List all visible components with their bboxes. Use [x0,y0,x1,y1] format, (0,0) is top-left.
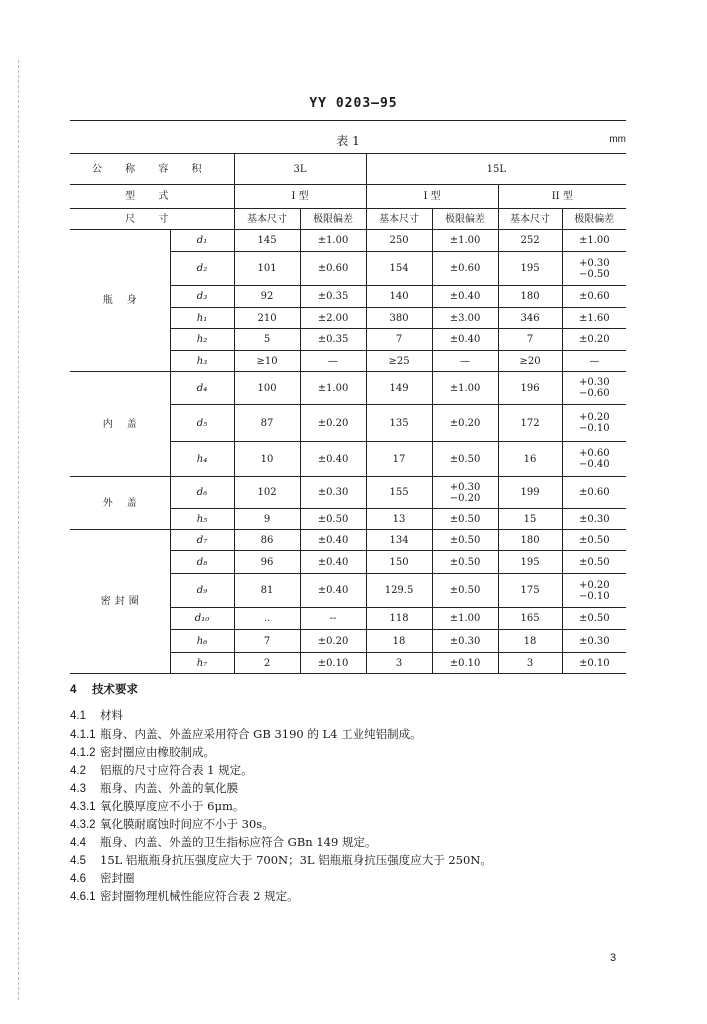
clause-text: 瓶身、内盖、外盖的卫生指标应符合 GBn 149 规定。 [100,835,377,849]
tol-15l-ii: ±0.10 [562,653,626,674]
tol-lower: −0.50 [578,268,610,280]
value-3l: .. [234,608,300,630]
tol-15l-ii: ±0.20 [562,329,626,351]
dimension-symbol: d₇ [170,530,234,551]
dimension-symbol: d₉ [170,574,234,608]
dimension-symbol: d₂ [170,252,234,286]
tol-upper: +0.30 [578,377,610,388]
dimension-symbol: h₇ [170,653,234,674]
clause-text: 氧化膜耐腐蚀时间应不小于 30s。 [100,817,274,831]
tol-15l-i: ±0.30 [432,630,498,653]
tol-lower: −0.20 [449,492,481,504]
tol-lower: −0.60 [578,388,610,399]
table-unit: mm [609,134,626,145]
dimension-symbol: d₄ [170,372,234,405]
tol-15l-ii [562,372,626,405]
part-inner-cap: 内盖 [70,372,170,477]
tol-3l: ±0.20 [300,405,366,442]
tol-15l-ii: ±0.50 [562,608,626,630]
value-15l-ii: 252 [498,230,562,252]
tol-15l-ii: ±1.60 [562,308,626,329]
tol-15l-i: ±0.50 [432,509,498,530]
type-label: 型 式 [70,185,234,209]
type-15l-ii: II 型 [498,185,626,209]
part-seal: 密封圈 [70,530,170,674]
value-3l: 102 [234,477,300,509]
col-basic-size: 基本尺寸 [498,209,562,230]
clause-number: 4.4 [70,837,86,849]
tol-15l-ii: ±1.00 [562,230,626,252]
clause-text: 铝瓶的尺寸应符合表 1 规定。 [100,763,253,777]
clause-text: 密封圈应由橡胶制成。 [100,745,215,759]
clause-text: 瓶身、内盖、外盖的氧化膜 [100,781,238,795]
value-15l-ii: 16 [498,442,562,477]
dimension-symbol: d₁₀ [170,608,234,630]
tol-3l: ±0.40 [300,551,366,574]
col-tolerance: 极限偏差 [300,209,366,230]
value-15l-ii: 346 [498,308,562,329]
value-15l-i: 140 [366,286,432,308]
tol-15l-i: ±1.00 [432,230,498,252]
value-3l: ≥10 [234,351,300,372]
value-15l-ii: ≥20 [498,351,562,372]
dimension-symbol: d₅ [170,405,234,442]
tol-3l: ±0.35 [300,286,366,308]
value-3l: 81 [234,574,300,608]
tol-15l-ii: ±0.30 [562,509,626,530]
capacity-3l: 3L [234,154,366,185]
tol-15l-i: ±0.20 [432,405,498,442]
value-15l-ii: 195 [498,551,562,574]
value-15l-i: 3 [366,653,432,674]
tol-15l-i: ±0.50 [432,574,498,608]
value-3l: 145 [234,230,300,252]
tol-upper: +0.20 [578,412,610,423]
tol-15l-ii [562,574,626,608]
tol-3l: ±0.30 [300,477,366,509]
clause [70,889,630,904]
clause-number: 4.2 [70,765,86,777]
tol-15l-ii: ±0.60 [562,286,626,308]
clause [70,763,630,778]
value-3l: 210 [234,308,300,329]
value-3l: 87 [234,405,300,442]
clause [70,781,630,796]
clause [70,835,630,850]
value-15l-ii: 195 [498,252,562,286]
value-15l-i: 149 [366,372,432,405]
dimension-table [70,153,626,674]
clause [70,799,630,814]
value-15l-i: 17 [366,442,432,477]
value-15l-ii: 175 [498,574,562,608]
value-15l-i: 118 [366,608,432,630]
dimension-symbol: d₃ [170,286,234,308]
clause [70,817,630,832]
tol-15l-i [432,477,498,509]
tol-upper: +0.20 [578,579,610,591]
value-15l-ii: 180 [498,530,562,551]
clause-number: 4.1 [70,710,86,722]
tol-15l-ii: ±0.60 [562,477,626,509]
clause-number: 4.3.1 [70,801,96,813]
tol-15l-i: ±0.50 [432,551,498,574]
tol-3l: ±2.00 [300,308,366,329]
tol-15l-i: ±0.50 [432,530,498,551]
clause-number: 4.5 [70,855,86,867]
tol-3l: ±0.60 [300,252,366,286]
value-15l-i: 154 [366,252,432,286]
standard-number: YY 0203—95 [309,96,398,111]
value-15l-ii: 18 [498,630,562,653]
value-3l: 101 [234,252,300,286]
tol-3l: ±1.00 [300,230,366,252]
clause-text: 瓶身、内盖、外盖应采用符合 GB 3190 的 L4 工业纯铝制成。 [100,727,422,741]
clause-number: 4.3 [70,783,86,795]
col-tolerance: 极限偏差 [562,209,626,230]
scan-edge-line [18,60,19,1000]
tol-15l-ii [562,405,626,442]
dimension-symbol: h₂ [170,329,234,351]
value-15l-i: 150 [366,551,432,574]
tol-15l-i: ±0.50 [432,442,498,477]
tol-lower: −0.10 [578,590,610,602]
section-heading [70,682,630,697]
tol-3l: ±1.00 [300,372,366,405]
tol-3l: ±0.40 [300,574,366,608]
value-15l-ii: 199 [498,477,562,509]
value-15l-ii: 180 [498,286,562,308]
tol-15l-i: ±0.10 [432,653,498,674]
dimension-symbol: d₈ [170,551,234,574]
clause [70,745,630,760]
tol-15l-i: ±0.40 [432,286,498,308]
table-row [70,477,626,509]
value-15l-i: 155 [366,477,432,509]
value-3l: 92 [234,286,300,308]
value-15l-i: 18 [366,630,432,653]
clause [70,853,630,868]
clause-text: 氧化膜厚度应不小于 6μm。 [100,799,245,813]
value-3l: 9 [234,509,300,530]
value-3l: 7 [234,630,300,653]
table-caption: 表 1 [336,134,360,148]
col-tolerance: 极限偏差 [432,209,498,230]
dimension-symbol: h₁ [170,308,234,329]
value-15l-i: 134 [366,530,432,551]
tol-15l-i: ±3.00 [432,308,498,329]
header-row-type [70,185,626,209]
tol-3l: — [300,351,366,372]
tol-15l-ii: ±0.30 [562,630,626,653]
header-row-capacity [70,154,626,185]
tol-15l-i: — [432,351,498,372]
tol-3l: ±0.20 [300,630,366,653]
value-3l: 10 [234,442,300,477]
clause [70,871,630,886]
tol-15l-ii [562,252,626,286]
clause-number: 4.1.1 [70,729,96,741]
value-15l-ii: 15 [498,509,562,530]
clause-number: 4.6 [70,873,86,885]
value-3l: 96 [234,551,300,574]
value-3l: 2 [234,653,300,674]
tol-15l-i: ±0.40 [432,329,498,351]
value-3l: 100 [234,372,300,405]
header-row-cols [70,209,626,230]
value-15l-i: 135 [366,405,432,442]
value-15l-i: 380 [366,308,432,329]
col-basic-size: 基本尺寸 [366,209,432,230]
type-3l-i: I 型 [234,185,366,209]
clause-text: 材料 [100,708,123,722]
clause-text: 密封圈 [100,871,135,885]
table-row [70,530,626,551]
page-number: 3 [610,952,617,964]
clause-text: 技术要求 [92,682,138,696]
value-15l-i: 7 [366,329,432,351]
tol-3l: ±0.40 [300,442,366,477]
type-15l-i: I 型 [366,185,498,209]
dimension-symbol: h₄ [170,442,234,477]
tol-3l: ±0.10 [300,653,366,674]
col-basic-size: 基本尺寸 [234,209,300,230]
tol-3l: ±0.40 [300,530,366,551]
tol-lower: −0.40 [578,459,610,470]
value-15l-ii: 165 [498,608,562,630]
dimension-symbol: h₃ [170,351,234,372]
size-label: 尺 寸 [70,209,234,230]
table-row [70,372,626,405]
value-3l: 5 [234,329,300,351]
value-3l: 86 [234,530,300,551]
value-15l-i: 13 [366,509,432,530]
value-15l-i: ≥25 [366,351,432,372]
tol-15l-i: ±1.00 [432,372,498,405]
value-15l-ii: 7 [498,329,562,351]
part-outer-cap: 外盖 [70,477,170,530]
clause-text: 密封圈物理机械性能应符合表 2 规定。 [100,889,299,903]
tol-upper: +0.60 [578,448,610,459]
tol-15l-ii: ±0.50 [562,551,626,574]
tol-15l-ii: ±0.50 [562,530,626,551]
dimension-symbol: d₁ [170,230,234,252]
dimension-symbol: d₆ [170,477,234,509]
clause [70,727,630,742]
value-15l-ii: 3 [498,653,562,674]
tol-15l-ii [562,442,626,477]
value-15l-ii: 172 [498,405,562,442]
value-15l-i: 250 [366,230,432,252]
tol-3l: ±0.50 [300,509,366,530]
dimension-symbol: h₅ [170,509,234,530]
clause-number: 4.6.1 [70,891,96,903]
part-body: 瓶身 [70,230,170,372]
clause-text: 15L 铝瓶瓶身抗压强度应大于 700N；3L 铝瓶瓶身抗压强度应大于 250N。 [100,853,492,867]
dimension-symbol: h₆ [170,630,234,653]
tol-3l: -- [300,608,366,630]
header-rule [70,120,626,121]
value-15l-ii: 196 [498,372,562,405]
capacity-label: 公 称 容 积 [70,154,234,185]
tol-3l: ±0.35 [300,329,366,351]
tol-15l-ii: — [562,351,626,372]
clause-number: 4 [70,684,77,696]
tol-15l-i: ±1.00 [432,608,498,630]
tol-upper: +0.30 [578,257,610,269]
clause-number: 4.1.2 [70,747,96,759]
tol-lower: −0.10 [578,423,610,434]
tol-upper: +0.30 [449,481,481,493]
capacity-15l: 15L [366,154,626,185]
tol-15l-i: ±0.60 [432,252,498,286]
value-15l-i: 129.5 [366,574,432,608]
table-row [70,230,626,252]
clause [70,708,630,723]
clause-number: 4.3.2 [70,819,96,831]
